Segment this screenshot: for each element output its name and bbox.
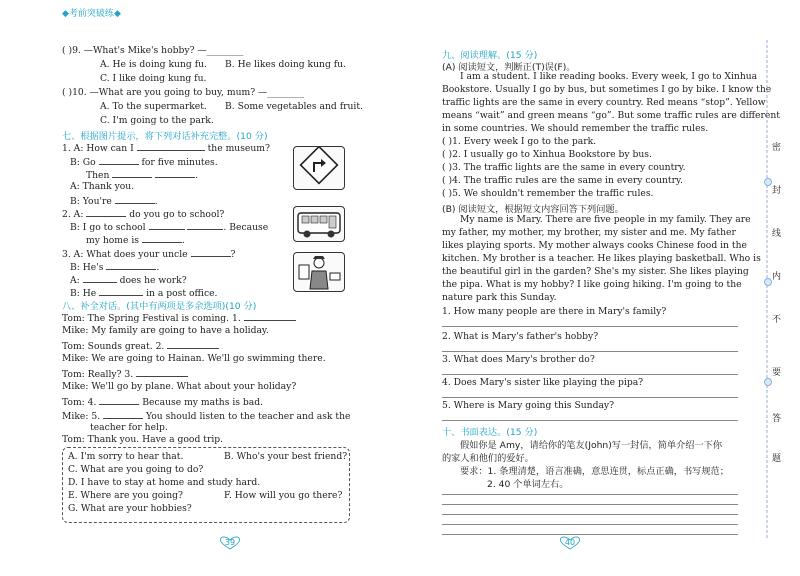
blank[interactable] bbox=[99, 395, 139, 405]
answer-line[interactable] bbox=[442, 374, 738, 375]
s8-line6: Mike: We'll go by plane. What about your holiday? bbox=[62, 381, 297, 392]
blank[interactable] bbox=[155, 168, 195, 178]
option-f: F. How will you go there? bbox=[224, 490, 343, 501]
tf-item-5[interactable]: ( )5. We shouldn't remember the traffic rules. bbox=[442, 188, 654, 199]
bus-picture bbox=[293, 206, 345, 242]
d2-line3: my home is . bbox=[86, 235, 185, 246]
d3-line4: B: He in a post office. bbox=[70, 288, 218, 299]
s8-line5: Tom: Really? 3. bbox=[62, 367, 188, 380]
question-1: 1. How many people are there in Mary's family? bbox=[442, 306, 667, 317]
reading-a-line2: Bookstore. Usually I go by bus, but sometimes I go by bike. I know the bbox=[442, 84, 772, 95]
blank[interactable] bbox=[83, 273, 117, 283]
tf-item-1[interactable]: ( )1. Every week I go to the park. bbox=[442, 136, 597, 147]
section9-title: 九、阅读理解。(15 分) bbox=[442, 50, 538, 61]
answer-line[interactable] bbox=[442, 397, 738, 398]
d2-line2: B: I go to school . Because bbox=[70, 222, 269, 233]
blank[interactable] bbox=[191, 247, 231, 257]
blank[interactable] bbox=[167, 339, 219, 349]
blank[interactable] bbox=[103, 409, 143, 419]
blank[interactable] bbox=[115, 194, 155, 204]
reading-b-line7: nature park this Sunday. bbox=[442, 292, 557, 303]
answer-line[interactable] bbox=[442, 351, 738, 352]
blank[interactable] bbox=[86, 207, 126, 217]
seal-char: 要 bbox=[772, 368, 782, 378]
s8-line10: Tom: Thank you. Have a good trip. bbox=[62, 434, 224, 445]
reading-a-line5: in some countries. We should remember the traffic rules. bbox=[442, 123, 709, 134]
reading-b-line2: my father, my mother, my brother, my sister and me. My father bbox=[442, 227, 736, 238]
d1-line2: B: Go for five minutes. bbox=[70, 157, 218, 168]
writing-line[interactable] bbox=[442, 534, 738, 535]
writing-prompt-1: 假如你是 Amy，请给你的笔友(John)写一封信，简单介绍一下你 bbox=[460, 440, 723, 451]
blank[interactable] bbox=[99, 286, 143, 296]
tf-item-4[interactable]: ( )4. The traffic rules are the same in every country. bbox=[442, 175, 683, 186]
reading-b-intro: (B) 阅读短文，根据短文内容回答下列问题。 bbox=[442, 204, 624, 215]
s8-line7: Tom: 4. Because my maths is bad. bbox=[62, 397, 264, 408]
tf-item-3[interactable]: ( )3. The traffic lights are the same in every country. bbox=[442, 162, 686, 173]
blank[interactable] bbox=[187, 220, 223, 230]
writing-requirement-2: 2. 40 个单词左右。 bbox=[487, 479, 569, 490]
reading-a-line4: means “wait” and green means “go”. But some traffic rules are different bbox=[442, 110, 780, 121]
banner: ◆考前突破练◆ bbox=[62, 9, 121, 19]
section10-title: 十、书面表达。(15 分) bbox=[442, 427, 538, 438]
d3-line2: B: He's . bbox=[70, 262, 160, 273]
seal-char: 内 bbox=[772, 272, 782, 282]
reading-b-line3: likes playing sports. My mother always cooks Chinese food in the bbox=[442, 240, 747, 251]
blank[interactable] bbox=[142, 233, 182, 243]
option-c: C. What are you going to do? bbox=[68, 464, 204, 475]
writing-prompt-2: 的家人和他们的爱好。 bbox=[442, 453, 534, 464]
d1-line5: B: You're . bbox=[70, 196, 158, 207]
q9-option-a: A. He is doing kung fu. bbox=[100, 59, 207, 70]
blank[interactable] bbox=[106, 260, 156, 270]
q10-stem: ( )10. —What are you going to buy, mum? —________ bbox=[62, 87, 304, 98]
postman-picture bbox=[293, 252, 345, 292]
s8-line3: Tom: Sounds great. 2. bbox=[62, 339, 219, 352]
reading-a-intro: (A) 阅读短文，判断正(T)误(F)。 bbox=[442, 62, 576, 73]
turn-right-sign-picture bbox=[293, 146, 345, 190]
reading-b-line5: the beautiful girl in the garden? She's my sister. She likes playing bbox=[442, 266, 749, 277]
q9-stem: ( )9. —What's Mike's hobby? —________ bbox=[62, 45, 244, 56]
option-e: E. Where are you going? bbox=[68, 490, 183, 501]
reading-b-line4: kitchen. My brother is a teacher. He likes playing basketball. Who is bbox=[442, 253, 761, 264]
binding-hole bbox=[764, 278, 772, 286]
writing-requirement-1: 要求：1. 条理清楚，语言准确，意思连贯，标点正确，书写规范； bbox=[460, 466, 729, 477]
s8-line4: Mike: We are going to Hainan. We'll go swimming there. bbox=[62, 353, 326, 364]
d3-line3: A: does he work? bbox=[70, 275, 187, 286]
q9-option-b: B. He likes doing kung fu. bbox=[225, 59, 346, 70]
reading-a-line3: traffic lights are the same in every country. Red means “stop”. Yellow bbox=[442, 97, 766, 108]
s8-line8: Mike: 5. You should listen to the teacher and ask the bbox=[62, 411, 351, 422]
q9-option-c: C. I like doing kung fu. bbox=[100, 73, 207, 84]
binding-hole bbox=[764, 378, 772, 386]
reading-b-line6: the pipa. What is my hobby? I like going hiking. I'm going to the bbox=[442, 279, 742, 290]
reading-b-line1: My name is Mary. There are five people in my family. They are bbox=[460, 214, 751, 225]
blank[interactable] bbox=[112, 168, 152, 178]
question-2: 2. What is Mary's father's hobby? bbox=[442, 331, 599, 342]
seal-char: 封 bbox=[772, 186, 782, 196]
option-a: A. I'm sorry to hear that. bbox=[68, 451, 184, 462]
blank[interactable] bbox=[244, 311, 296, 321]
seal-char: 答 bbox=[772, 414, 782, 424]
reading-a-line1: I am a student. I like reading books. Every week, I go to Xinhua bbox=[460, 71, 758, 82]
q10-option-a: A. To the supermarket. bbox=[100, 101, 207, 112]
answer-line[interactable] bbox=[442, 420, 738, 421]
tf-item-2[interactable]: ( )2. I usually go to Xinhua Bookstore by bus. bbox=[442, 149, 652, 160]
seal-line-sidebar bbox=[760, 0, 800, 576]
seal-char: 不 bbox=[772, 315, 782, 325]
option-b: B. Who's your best friend? bbox=[224, 451, 348, 462]
seal-char: 密 bbox=[772, 143, 782, 153]
writing-line[interactable] bbox=[442, 504, 738, 505]
question-4: 4. Does Mary's sister like playing the pipa? bbox=[442, 377, 644, 388]
question-5: 5. Where is Mary going this Sunday? bbox=[442, 400, 615, 411]
s8-line9: teacher for help. bbox=[90, 422, 168, 433]
writing-line[interactable] bbox=[442, 494, 738, 495]
d2-line1: 2. A: do you go to school? bbox=[62, 209, 225, 220]
binding-hole bbox=[764, 178, 772, 186]
writing-line[interactable] bbox=[442, 514, 738, 515]
d1-line1: 1. A: How can I the museum? bbox=[62, 143, 270, 154]
section7-title: 七、根据图片提示，将下列对话补充完整。(10 分) bbox=[62, 131, 268, 142]
page-number-right: 40 bbox=[558, 538, 582, 547]
s8-line1: Tom: The Spring Festival is coming. 1. bbox=[62, 311, 296, 324]
question-3: 3. What does Mary's brother do? bbox=[442, 354, 595, 365]
q10-option-b: B. Some vegetables and fruit. bbox=[225, 101, 363, 112]
d1-line4: A: Thank you. bbox=[70, 181, 135, 192]
writing-line[interactable] bbox=[442, 524, 738, 525]
answer-line[interactable] bbox=[442, 326, 738, 327]
blank[interactable] bbox=[137, 141, 205, 151]
s8-line2: Mike: My family are going to have a holiday. bbox=[62, 325, 269, 336]
section8-title: 八、补全对话。(其中有两项是多余选项)(10 分) bbox=[62, 301, 257, 312]
blank[interactable] bbox=[99, 155, 139, 165]
option-g: G. What are your hobbies? bbox=[68, 503, 192, 514]
d1-line3: Then . bbox=[86, 170, 199, 181]
option-d: D. I have to stay at home and study hard. bbox=[68, 477, 261, 488]
seal-char: 线 bbox=[772, 229, 782, 239]
blank[interactable] bbox=[136, 367, 188, 377]
blank[interactable] bbox=[149, 220, 185, 230]
seal-char: 题 bbox=[772, 454, 782, 464]
page-number-left: 39 bbox=[218, 538, 242, 547]
q10-option-c: C. I'm going to the park. bbox=[100, 115, 214, 126]
d3-line1: 3. A: What does your uncle ? bbox=[62, 249, 236, 260]
